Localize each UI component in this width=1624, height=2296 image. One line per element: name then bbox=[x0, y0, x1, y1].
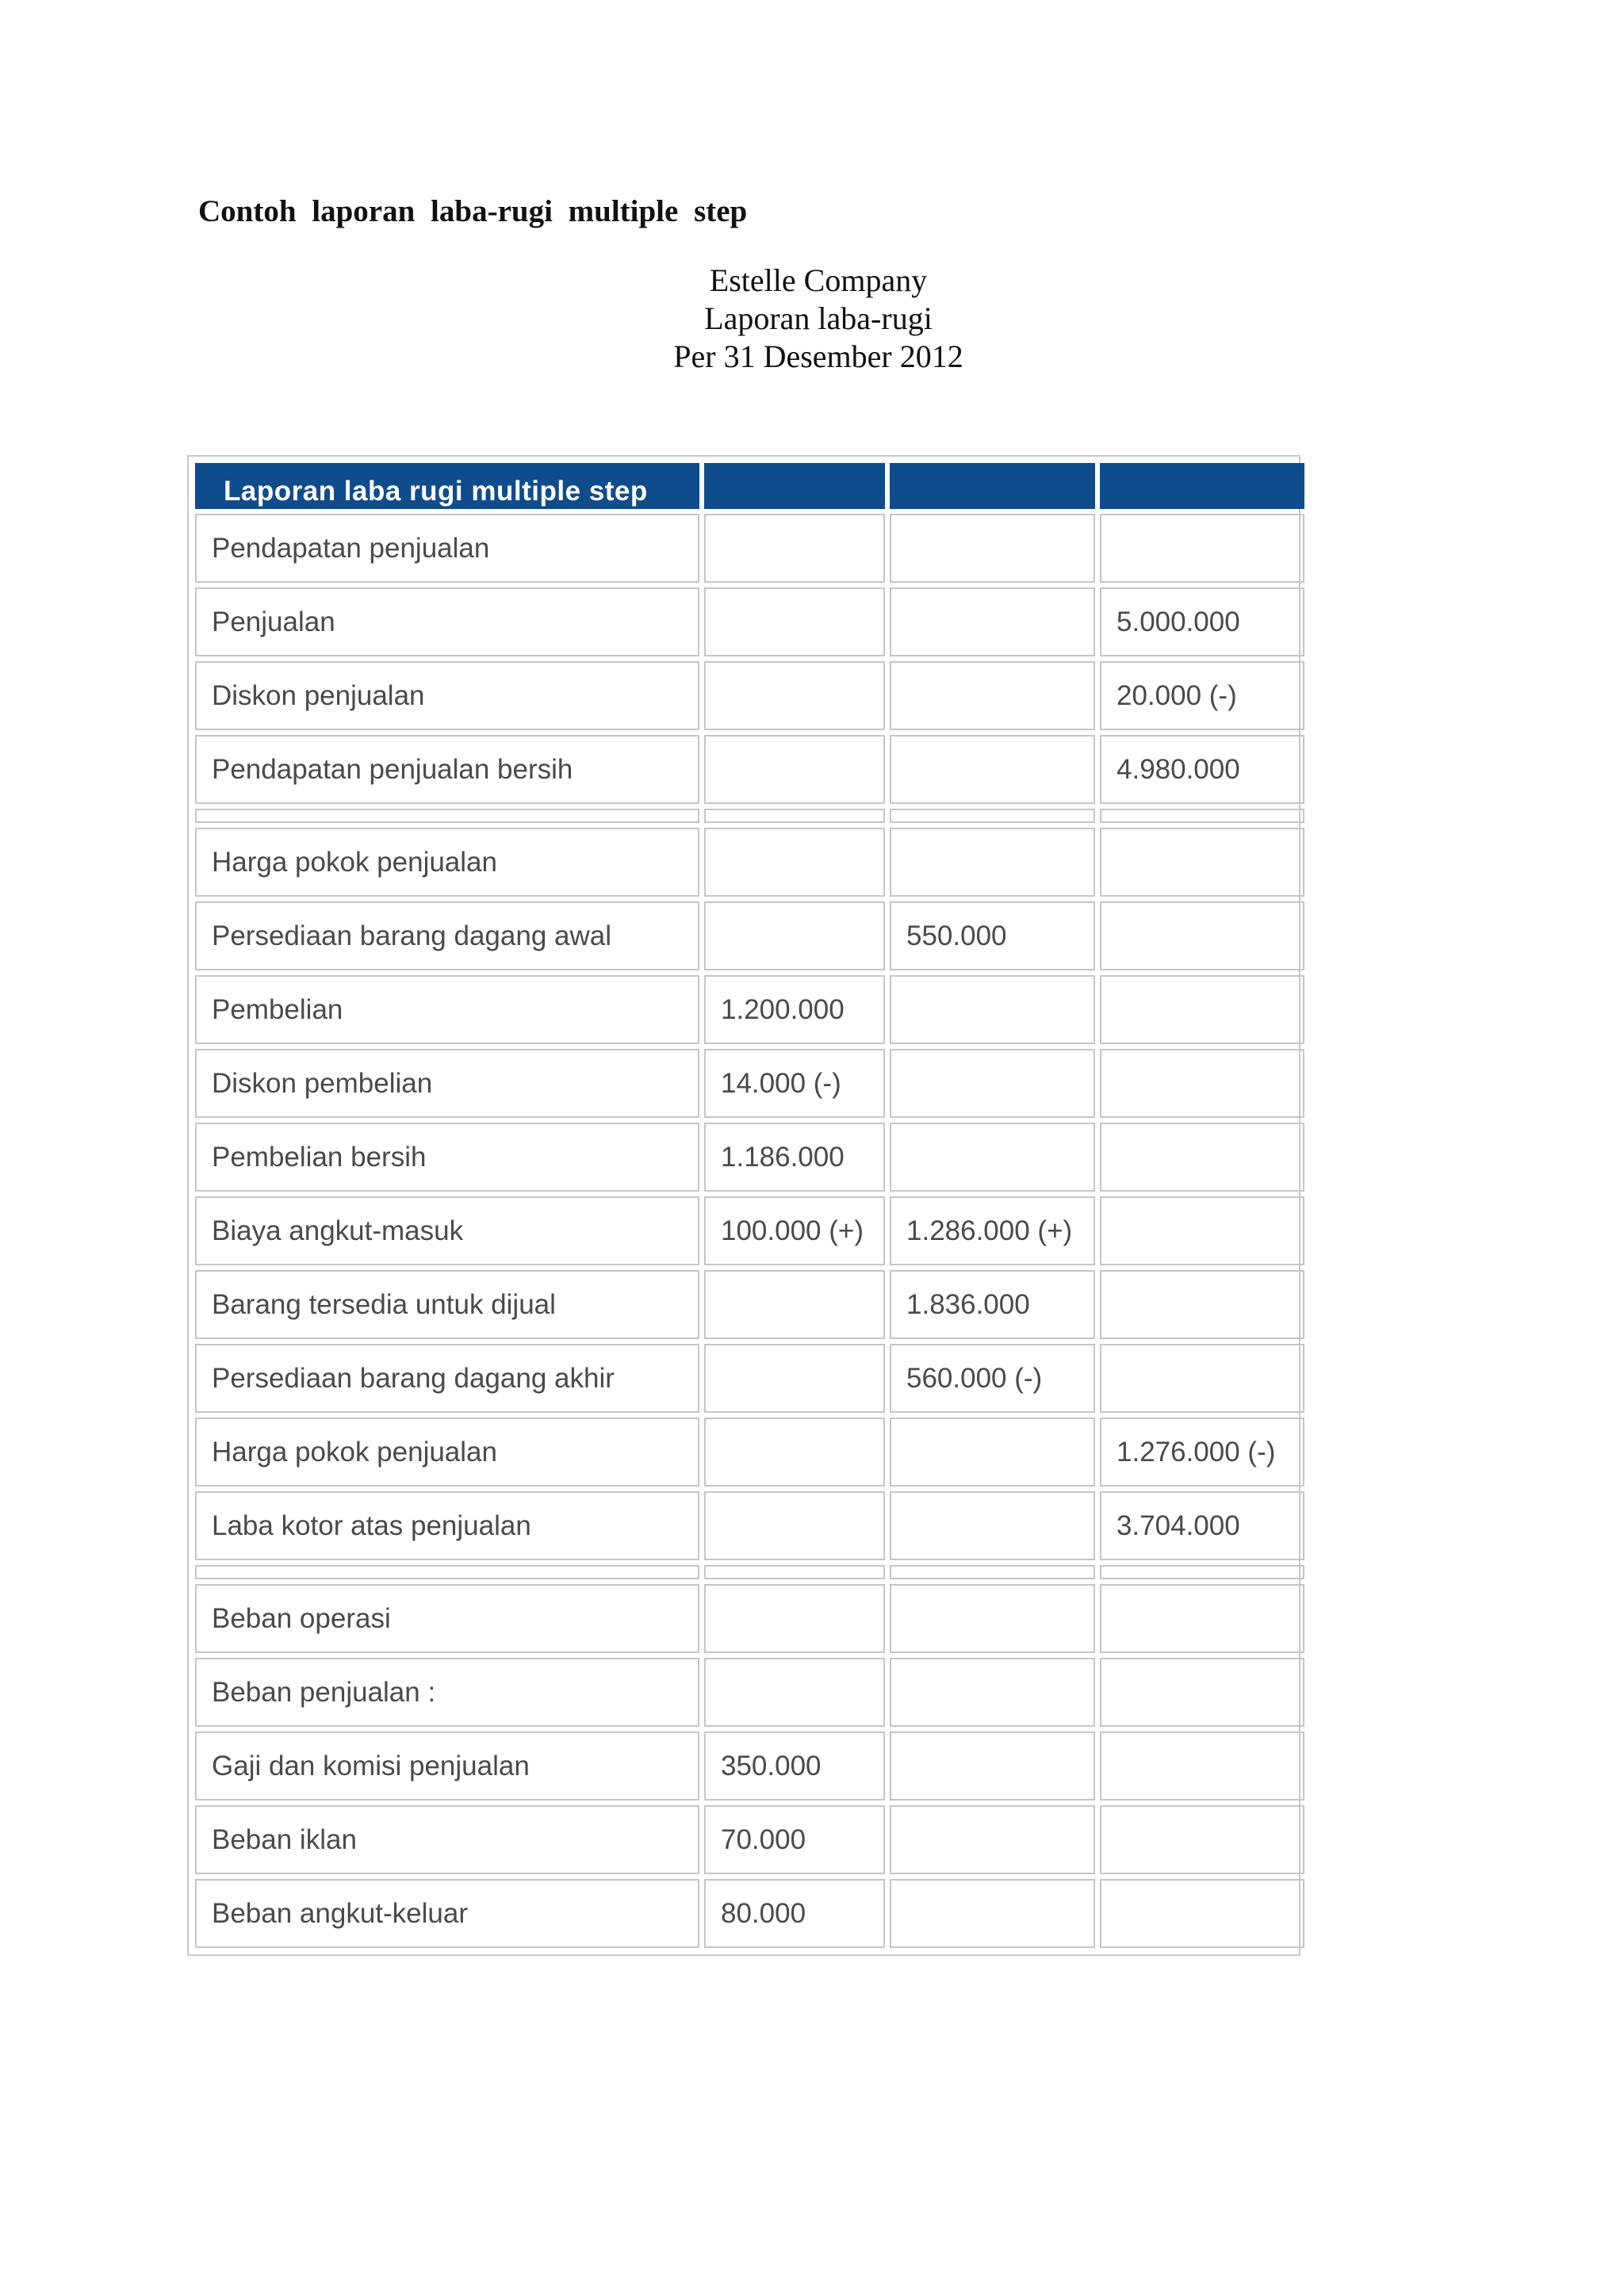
row-label-cell: Diskon pembelian bbox=[195, 1049, 699, 1118]
report-period: Per 31 Desember 2012 bbox=[673, 339, 963, 374]
amount-cell-col2 bbox=[890, 1049, 1095, 1118]
row-label-cell: Pendapatan penjualan bbox=[195, 514, 699, 583]
row-label-cell: Gaji dan komisi penjualan bbox=[195, 1732, 699, 1800]
amount-cell-col3 bbox=[1100, 1658, 1304, 1727]
amount-cell-col2 bbox=[890, 1879, 1095, 1948]
table-row bbox=[195, 735, 1304, 804]
row-label-cell: Biaya angkut-masuk bbox=[195, 1196, 699, 1265]
table-row bbox=[195, 1270, 1304, 1339]
amount-cell-col2: 560.000 (-) bbox=[890, 1344, 1095, 1413]
amount-cell-col2 bbox=[890, 1805, 1095, 1874]
table-header-title: Laporan laba rugi multiple step bbox=[195, 463, 699, 509]
amount-cell-col1: 100.000 (+) bbox=[704, 1196, 885, 1265]
table-spacer-cell bbox=[1100, 1565, 1304, 1579]
amount-cell-col3: 4.980.000 bbox=[1100, 735, 1304, 804]
amount-cell-col2 bbox=[890, 1418, 1095, 1487]
amount-cell-col3 bbox=[1100, 1196, 1304, 1265]
table-row bbox=[195, 1344, 1304, 1413]
amount-cell-col3 bbox=[1100, 975, 1304, 1044]
table-row bbox=[195, 1879, 1304, 1948]
amount-cell-col2 bbox=[890, 1123, 1095, 1192]
amount-cell-col3 bbox=[1100, 514, 1304, 583]
report-name: Laporan laba-rugi bbox=[704, 300, 933, 336]
amount-cell-col3: 5.000.000 bbox=[1100, 587, 1304, 656]
amount-cell-col2: 1.836.000 bbox=[890, 1270, 1095, 1339]
table-row bbox=[195, 661, 1304, 730]
amount-cell-col3 bbox=[1100, 1123, 1304, 1192]
table-header-row bbox=[195, 463, 1304, 509]
table-row bbox=[195, 1418, 1304, 1487]
amount-cell-col3 bbox=[1100, 828, 1304, 897]
amount-cell-col1 bbox=[704, 514, 885, 583]
table-spacer-cell bbox=[1100, 809, 1304, 823]
row-label-cell: Laba kotor atas penjualan bbox=[195, 1491, 699, 1560]
amount-cell-col1 bbox=[704, 1344, 885, 1413]
row-label-cell: Persediaan barang dagang akhir bbox=[195, 1344, 699, 1413]
income-statement-table-container bbox=[187, 455, 1300, 1956]
table-row bbox=[195, 1196, 1304, 1265]
amount-cell-col1 bbox=[704, 1491, 885, 1560]
row-label-cell: Pendapatan penjualan bersih bbox=[195, 735, 699, 804]
table-row bbox=[195, 1732, 1304, 1800]
table-spacer-cell bbox=[195, 1565, 699, 1579]
amount-cell-col1 bbox=[704, 901, 885, 970]
amount-cell-col1 bbox=[704, 1584, 885, 1653]
amount-cell-col3: 3.704.000 bbox=[1100, 1491, 1304, 1560]
table-spacer-cell bbox=[195, 809, 699, 823]
document-title: Contoh laporan laba-rugi multiple step bbox=[198, 194, 748, 228]
table-row bbox=[195, 1658, 1304, 1727]
amount-cell-col3 bbox=[1100, 1049, 1304, 1118]
amount-cell-col2 bbox=[890, 1584, 1095, 1653]
amount-cell-col2 bbox=[890, 1491, 1095, 1560]
table-row bbox=[195, 1584, 1304, 1653]
row-label-cell: Barang tersedia untuk dijual bbox=[195, 1270, 699, 1339]
table-spacer-cell bbox=[890, 1565, 1095, 1579]
amount-cell-col1: 80.000 bbox=[704, 1879, 885, 1948]
amount-cell-col2 bbox=[890, 1732, 1095, 1800]
table-header-cell bbox=[1100, 463, 1304, 509]
amount-cell-col1: 1.186.000 bbox=[704, 1123, 885, 1192]
row-label-cell: Beban iklan bbox=[195, 1805, 699, 1874]
amount-cell-col2 bbox=[890, 1658, 1095, 1727]
amount-cell-col2 bbox=[890, 587, 1095, 656]
table-row bbox=[195, 1491, 1304, 1560]
row-label-cell: Beban angkut-keluar bbox=[195, 1879, 699, 1948]
amount-cell-col3: 20.000 (-) bbox=[1100, 661, 1304, 730]
table-spacer-cell bbox=[704, 809, 885, 823]
amount-cell-col3 bbox=[1100, 1879, 1304, 1948]
row-label-cell: Beban operasi bbox=[195, 1584, 699, 1653]
amount-cell-col1: 1.200.000 bbox=[704, 975, 885, 1044]
amount-cell-col3 bbox=[1100, 1732, 1304, 1800]
row-label-cell: Harga pokok penjualan bbox=[195, 828, 699, 897]
amount-cell-col3: 1.276.000 (-) bbox=[1100, 1418, 1304, 1487]
row-label-cell: Pembelian bbox=[195, 975, 699, 1044]
amount-cell-col2: 550.000 bbox=[890, 901, 1095, 970]
amount-cell-col3 bbox=[1100, 901, 1304, 970]
income-statement-table bbox=[190, 458, 1309, 1953]
amount-cell-col3 bbox=[1100, 1805, 1304, 1874]
table-spacer-cell bbox=[704, 1565, 885, 1579]
row-label-cell: Harga pokok penjualan bbox=[195, 1418, 699, 1487]
amount-cell-col2 bbox=[890, 514, 1095, 583]
amount-cell-col3 bbox=[1100, 1270, 1304, 1339]
amount-cell-col1 bbox=[704, 1418, 885, 1487]
amount-cell-col1 bbox=[704, 828, 885, 897]
company-name: Estelle Company bbox=[709, 262, 928, 298]
amount-cell-col1: 350.000 bbox=[704, 1732, 885, 1800]
table-spacer-row bbox=[195, 809, 1304, 823]
amount-cell-col2 bbox=[890, 828, 1095, 897]
row-label-cell: Persediaan barang dagang awal bbox=[195, 901, 699, 970]
table-spacer-cell bbox=[890, 809, 1095, 823]
amount-cell-col1 bbox=[704, 735, 885, 804]
amount-cell-col2 bbox=[890, 661, 1095, 730]
amount-cell-col1 bbox=[704, 1270, 885, 1339]
table-row bbox=[195, 975, 1304, 1044]
amount-cell-col1 bbox=[704, 1658, 885, 1727]
table-row bbox=[195, 1805, 1304, 1874]
row-label-cell: Pembelian bersih bbox=[195, 1123, 699, 1192]
amount-cell-col2: 1.286.000 (+) bbox=[890, 1196, 1095, 1265]
amount-cell-col1 bbox=[704, 661, 885, 730]
amount-cell-col2 bbox=[890, 975, 1095, 1044]
row-label-cell: Penjualan bbox=[195, 587, 699, 656]
table-row bbox=[195, 514, 1304, 583]
table-spacer-row bbox=[195, 1565, 1304, 1579]
amount-cell-col1: 14.000 (-) bbox=[704, 1049, 885, 1118]
table-header-cell bbox=[890, 463, 1095, 509]
amount-cell-col1: 70.000 bbox=[704, 1805, 885, 1874]
amount-cell-col2 bbox=[890, 735, 1095, 804]
table-header-cell bbox=[704, 463, 885, 509]
table-row bbox=[195, 901, 1304, 970]
row-label-cell: Diskon penjualan bbox=[195, 661, 699, 730]
table-row bbox=[195, 1123, 1304, 1192]
amount-cell-col1 bbox=[704, 587, 885, 656]
table-row bbox=[195, 1049, 1304, 1118]
table-row bbox=[195, 587, 1304, 656]
amount-cell-col3 bbox=[1100, 1584, 1304, 1653]
report-heading bbox=[0, 262, 1624, 376]
table-row bbox=[195, 828, 1304, 897]
amount-cell-col3 bbox=[1100, 1344, 1304, 1413]
row-label-cell: Beban penjualan : bbox=[195, 1658, 699, 1727]
